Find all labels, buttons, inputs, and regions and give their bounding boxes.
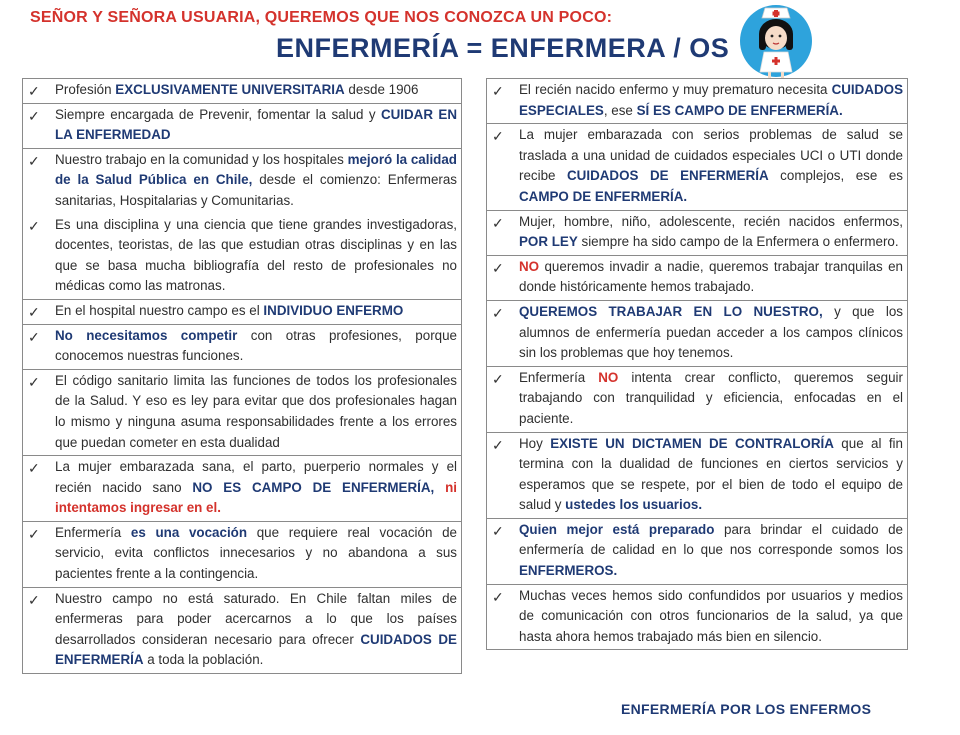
checklist-item	[22, 370, 462, 456]
checklist-item	[486, 79, 908, 124]
item-text: para brindar el cuidado de enfermería de calidad en lo que nos corresponde somos los	[519, 521, 903, 558]
checkmark-icon: ✓	[492, 436, 504, 453]
checklist-item	[22, 522, 462, 588]
item-text: Quien mejor está preparado	[519, 521, 715, 537]
nurse-cartoon-icon	[732, 2, 814, 82]
item-text: EXISTE UN DICTAMEN DE CONTRALORÍA	[550, 435, 834, 451]
checklist-item	[22, 214, 462, 300]
checkmark-icon: ✓	[492, 304, 504, 321]
checklist-item	[22, 79, 462, 104]
item-text: EXCLUSIVAMENTE UNIVERSITARIA	[115, 82, 345, 97]
checkmark-icon: ✓	[492, 83, 504, 99]
item-text: POR LEY	[519, 234, 578, 250]
checklist-item	[22, 104, 462, 149]
checklist-item	[22, 456, 462, 522]
item-text: CUIDADOS ESPECIALES	[519, 82, 903, 118]
item-text: Nuestro trabajo en la comunidad y los hospitales	[55, 151, 348, 167]
item-text: CUIDAR EN LA ENFERMEDAD	[55, 106, 457, 143]
checkmark-icon: ✓	[492, 370, 504, 387]
item-text: complejos, ese es	[768, 168, 903, 184]
item-text: Mujer, hombre, niño, adolescente, recién nacidos enfermos,	[519, 213, 903, 229]
checklist-item	[486, 433, 908, 519]
checklist-item	[22, 149, 462, 214]
item-text: La mujer embarazada con serios problemas de salud se traslada a una unidad de cuidados especiales UCI o UTI donde recibe	[519, 127, 903, 184]
page-subtitle: SEÑOR Y SEÑORA USUARIA, QUEREMOS QUE NOS CONOZCA UN POCO:	[30, 9, 613, 26]
item-text: Muchas veces hemos sido confundidos por usuarios y medios de comunicación con otros funcionarios de la salud, ya que hasta ahora hemos trabajado más bien en silencio.	[519, 587, 903, 644]
checklist-item	[22, 300, 462, 325]
checklist-item	[486, 256, 908, 301]
checklist-item	[486, 211, 908, 256]
checkmark-icon: ✓	[492, 214, 504, 231]
checkmark-icon: ✓	[28, 107, 40, 124]
checkmark-icon: ✓	[28, 460, 40, 477]
item-text: queremos invadir a nadie, queremos trabajar tranquilas en donde históricamente hemos trabajado.	[519, 258, 903, 295]
page-title: ENFERMERÍA = ENFERMERA / OS	[276, 33, 730, 63]
item-text: , ese	[603, 102, 637, 118]
right-column	[486, 78, 908, 650]
item-text: que al fin termina con la dualidad de funciones en ciertos servicios y esperamos que se respete, por el bien de todo el equipo de salud y	[519, 435, 903, 513]
checklist-item	[22, 325, 462, 370]
checkmark-icon: ✓	[28, 328, 40, 345]
checklist-item	[486, 301, 908, 367]
checklist-item	[486, 367, 908, 433]
item-text: CUIDADOS DE ENFERMERÍA	[567, 168, 769, 184]
checklist-item	[486, 124, 908, 210]
item-text: ustedes los usuarios.	[565, 497, 703, 513]
item-text: En el hospital nuestro campo es el	[55, 302, 264, 318]
item-text: Hoy	[519, 435, 551, 451]
checklist-item	[486, 519, 908, 585]
checkmark-icon: ✓	[28, 525, 40, 542]
checklist-item	[22, 588, 462, 674]
item-text: El recién nacido enfermo y muy prematuro necesita	[519, 82, 832, 97]
item-text: CUIDADOS DE ENFERMERÍA	[55, 631, 457, 668]
item-text: QUEREMOS TRABAJAR EN LO NUESTRO,	[519, 303, 823, 319]
item-text: intenta crear conflicto, queremos seguir trabajando con tranquilidad y eficiencia, enfocadas en el paciente.	[519, 369, 903, 426]
item-text: siempre ha sido campo de la Enfermera o enfermero.	[577, 234, 899, 250]
item-text: es una vocación	[130, 524, 248, 540]
checkmark-icon: ✓	[28, 83, 40, 99]
item-text: y que los alumnos de enfermería puedan acceder a los campos clínicos sin los problemas que hoy tenemos.	[519, 303, 903, 361]
item-text: El código sanitario limita las funciones de todos los profesionales de la Salud. Y eso es ley para evitar que dos profesionales hagan lo mismo y ninguna asuma responsabilidades frente a los errores que puedan cometer en esta dualidad	[55, 372, 457, 450]
checkmark-icon: ✓	[492, 522, 504, 539]
item-text: INDIVIDUO ENFERMO	[263, 302, 404, 318]
item-text: que requiere real vocación de servicio, evita conflictos innecesarios y no abandona a sus pacientes frente a la contingencia.	[55, 524, 457, 582]
item-text: La mujer embarazada sana, el parto, puerperio normales y el recién nacido sano	[55, 459, 457, 495]
checkmark-icon: ✓	[28, 217, 40, 234]
item-text: ni intentamos ingresar en el.	[55, 479, 457, 516]
item-text: Nuestro campo no está saturado. En Chile faltan miles de enfermeras para poder acercarnos a lo que los países desarrollados consideran necesario para ofrecer	[55, 590, 457, 647]
checklist-item	[486, 585, 908, 651]
item-text: Enfermería	[519, 369, 599, 385]
item-text: Enfermería	[55, 524, 131, 540]
item-text: mejoró la calidad de la Salud Pública en Chile,	[55, 151, 457, 188]
item-text: NO	[598, 369, 619, 385]
item-text	[434, 480, 445, 495]
item-text: Profesión	[55, 82, 116, 97]
item-text: desde el comienzo: Enfermeras sanitarias, Hospitalarias y Comunitarias.	[55, 172, 457, 208]
checkmark-icon: ✓	[492, 259, 504, 276]
footer-slogan: ENFERMERÍA POR LOS ENFERMOS	[621, 701, 872, 717]
item-text: No necesitamos competir	[55, 327, 238, 343]
item-text: NO	[519, 258, 540, 274]
item-text: CAMPO DE ENFERMERÍA.	[519, 188, 688, 204]
checkmark-icon: ✓	[28, 373, 40, 390]
item-text: SÍ ES CAMPO DE ENFERMERÍA.	[636, 102, 843, 118]
item-text: desde 1906	[344, 82, 419, 97]
checkmark-icon: ✓	[492, 128, 504, 145]
item-text: Es una disciplina y una ciencia que tiene grandes investigadoras, docentes, teoristas, de las que estudian otras disciplinas y en las que se basa mucha bibliografía del resto de profesionales no médicas como las matronas.	[55, 216, 457, 294]
item-text: NO ES CAMPO DE ENFERMERÍA,	[192, 479, 435, 495]
checkmark-icon: ✓	[28, 303, 40, 320]
item-text: a toda la población.	[143, 652, 264, 668]
left-column	[22, 78, 462, 674]
item-text: Siempre encargada de Prevenir, fomentar la salud y	[55, 106, 381, 122]
item-text: con otras profesiones, porque conocemos nuestras funciones.	[55, 327, 457, 364]
checkmark-icon: ✓	[28, 152, 40, 169]
checkmark-icon: ✓	[492, 588, 504, 605]
checkmark-icon: ✓	[28, 591, 40, 608]
item-text: ENFERMEROS.	[519, 563, 618, 579]
